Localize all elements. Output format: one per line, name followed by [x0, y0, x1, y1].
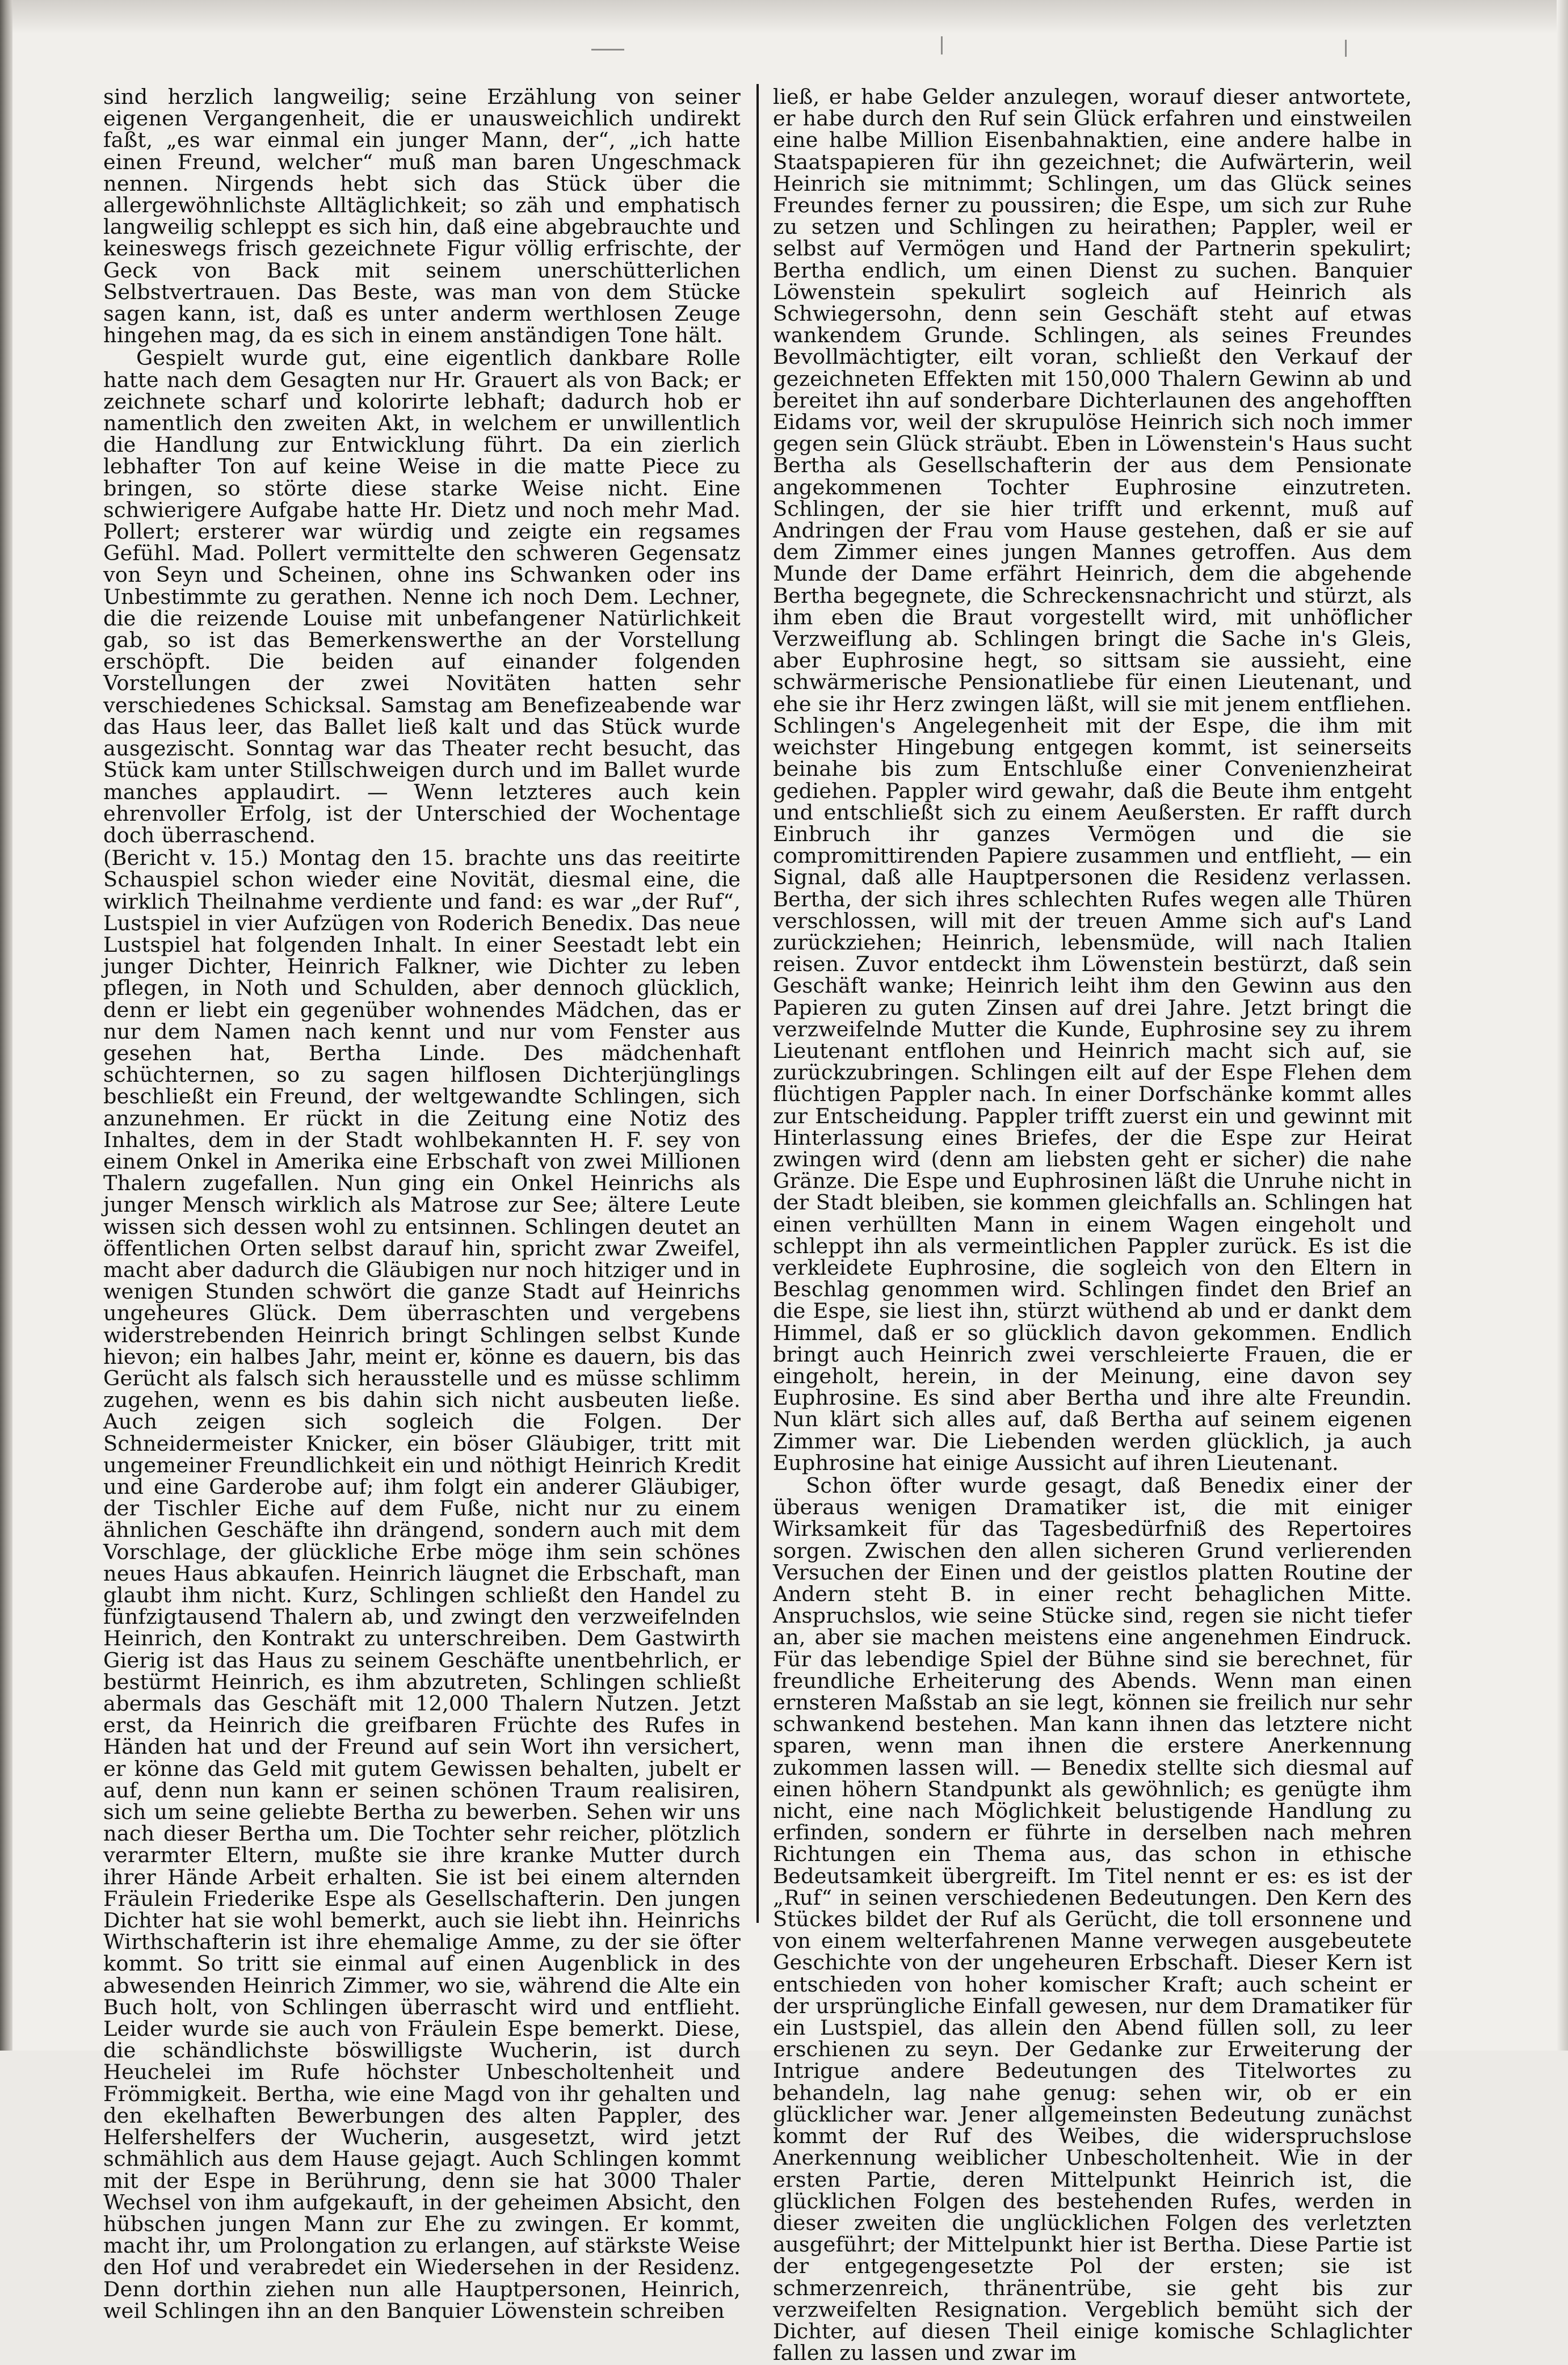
- paragraph: Schon öfter wurde gesagt, daß Benedix einer der überaus wenigen Dramatiker ist, die mit einiger Wirksamkeit für das Tagesbedürfniß des Repertoires sorgen. Zwischen den allen sicheren Grund verlierenden Versuchen der Einen und der geistlos platten Routine der Andern steht B. in einer recht behaglichen Mitte. Anspruchslos, wie seine Stücke sind, regen sie nicht tiefer an, aber sie machen meistens eine angenehmen Eindruck. Für das lebendige Spiel der Bühne sind sie berechnet, für freundliche Erheiterung des Abends. Wenn man einen ernsteren Maßstab an sie legt, können sie freilich nur sehr schwankend bestehen. Man kann ihnen das letztere nicht sparen, wenn man ihnen die erstere Anerkennung zukommen lassen will. — Benedix stellte sich diesmal auf einen höhern Standpunkt als gewöhnlich; es genügte ihm nicht, eine nach Möglichkeit belustigende Handlung zu erfinden, sondern er führte in derselben nach mehren Richtungen ein Thema aus, das schon in ethische Bedeutsamkeit übergreift. Im Titel nennt er es: es ist der „Ruf“ in seinen verschiedenen Bedeutungen. Den Kern des Stückes bildet der Ruf als Gerücht, die toll ersonnene und von einem welterfahrenen Manne verwegen ausgebeutete Geschichte von der ungeheuren Erbschaft. Dieser Kern ist entschieden von hoher komischer Kraft; auch scheint er der ursprüngliche Einfall gewesen, nur dem Dramatiker für ein Lustspiel, das allein den Abend füllen soll, zu leer erschienen zu seyn. Der Gedanke zur Erweiterung der Intrigue andere Bedeutungen des Titelwortes zu behandeln, lag nahe genug: sehen wir, ob er ein glücklicher war. Jener allgemeinsten Bedeutung zunächst kommt der Ruf des Weibes, die widerspruchslose Anerkennung weiblicher Unbescholtenheit. Wie in der ersten Partie, deren Mittelpunkt Heinrich ist, die glücklichen Folgen des bestehenden Rufes, werden in dieser zweiten die unglücklichen Folgen des verletzten ausgeführt; der Mittelpunkt hier ist Bertha. Diese Partie ist der entgegengesetzte Pol der ersten; sie ist schmerzenreich, thränentrübe, sie geht bis zur verzweifelten Resignation. Vergeblich bemüht sich der Dichter, auf diesen Theil einige komische Schlaglichter fallen zu lassen und zwar im: [773, 1473, 1412, 2365]
- page-right-shadow: [1557, 0, 1568, 2051]
- paragraph: ließ, er habe Gelder anzulegen, worauf dieser antwortete, er habe durch den Ruf sein Glück erfahren und einstweilen eine halbe Million Eisenbahnaktien, eine andere halbe in Staatspapieren für ihn gezeichnet; die Aufwärterin, weil Heinrich sie mitnimmt; Schlingen, um das Glück seines Freundes ferner zu poussiren; die Espe, um sich zur Ruhe zu setzen und Schlingen zu heirathen; Pappler, weil er selbst auf Vermögen und Hand der Partnerin spekulirt; Bertha endlich, um einen Dienst zu suchen. Banquier Löwenstein spekulirt sogleich auf Heinrich als Schwiegersohn, denn sein Geschäft steht auf etwas wankendem Grunde. Schlingen, als seines Freundes Bevollmächtigter, eilt voran, schließt den Verkauf der gezeichneten Effekten mit 150,000 Thalern Gewinn ab und bereitet ihn auf sonderbare Dichterlaunen des angehofften Eidams vor, weil der skrupulöse Heinrich sich noch immer gegen sein Glück sträubt. Eben in Löwenstein's Haus sucht Bertha als Gesellschafterin der aus dem Pensionate angekommenen Tochter Euphrosine einzutreten. Schlingen, der sie hier trifft und erkennt, muß auf Andringen der Frau vom Hause gestehen, daß er sie auf dem Zimmer eines jungen Mannes getroffen. Aus dem Munde der Dame erfährt Heinrich, dem die abgehende Bertha begegnete, die Schreckensnachricht und stürzt, als ihm eben die Braut vorgestellt wird, mit unhöflicher Verzweiflung ab. Schlingen bringt die Sache in's Gleis, aber Euphrosine hegt, so sittsam sie aussieht, eine schwärmerische Pensionatliebe für einen Lieutenant, und ehe sie ihr Herz zwingen läßt, will sie mit jenem entfliehen. Schlingen's Angelegenheit mit der Espe, die ihm mit weichster Hingebung entgegen kommt, ist seinerseits beinahe bis zum Entschluße einer Convenienzheirat gediehen. Pappler wird gewahr, daß die Beute ihm entgeht und entschließt sich zu einem Aeußersten. Er rafft durch Einbruch ihr ganzes Vermögen und die sie compromittirenden Papiere zusammen und entflieht, — ein Signal, daß alle Hauptpersonen die Residenz verlassen. Bertha, der sich ihres schlechten Rufes wegen alle Thüren verschlossen, will mit der treuen Amme sich auf's Land zurückziehen; Heinrich, lebensmüde, will nach Italien reisen. Zuvor entdeckt ihm Löwenstein bestürzt, daß sein Geschäft wanke; Heinrich leiht ihm den Gewinn aus den Papieren zu guten Zinsen auf drei Jahre. Jetzt bringt die verzweifelnde Mutter die Kunde, Euphrosine sey zu ihrem Lieutenant entflohen und Heinrich macht sich auf, sie zurückzubringen. Schlingen eilt auf der Espe Flehen dem flüchtigen Pappler nach. In einer Dorfschänke kommt alles zur Entscheidung. Pappler trifft zuerst ein und gewinnt mit Hinterlassung eines Briefes, der die Espe zur Heirat zwingen wird (denn am liebsten geht er sicher) die nahe Gränze. Die Espe und Euphrosinen läßt die Unruhe nicht in der Stadt bleiben, sie kommen gleichfalls an. Schlingen hat einen verhüllten Mann in einem Wagen eingeholt und schleppt ihn als vermeintlichen Pappler zurück. Es ist die verkleidete Euphrosine, die sogleich von den Eltern in Beschlag genommen wird. Schlingen findet den Brief an die Espe, sie liest ihn, stürzt wüthend ab und er dankt dem Himmel, daß er so glücklich davon gekommen. Endlich bringt auch Heinrich zwei verschleierte Frauen, die er eingeholt, herein, in der Meinung, eine davon sey Euphrosine. Es sind aber Bertha und ihre alte Freundin. Nun klärt sich alles auf, daß Bertha auf seinem eigenen Zimmer war. Die Liebenden werden glücklich, ja auch Euphrosine hat einige Aussicht auf ihren Lieutenant.: [773, 85, 1412, 1475]
- page-binding-edge: [0, 0, 12, 2051]
- print-mark: [591, 49, 624, 51]
- right-text-column: [773, 85, 1412, 2365]
- paragraph: (Bericht v. 15.) Montag den 15. brachte uns das reeitirte Schauspiel schon wieder eine Novität, diesmal eine, die wirklich Theilnahme verdiente und fand: es war „der Ruf“, Lustspiel in vier Aufzügen von Roderich Benedix. Das neue Lustspiel hat folgenden Inhalt. In einer Seestadt lebt ein junger Dichter, Heinrich Falkner, wie Dichter zu leben pflegen, in Noth und Schulden, aber dennoch glücklich, denn er liebt ein gegenüber wohnendes Mädchen, das er nur dem Namen nach kennt und nur vom Fenster aus gesehen hat, Bertha Linde. Des mädchenhaft schüchternen, so zu sagen hilflosen Dichterjünglings beschließt ein Freund, der weltgewandte Schlingen, sich anzunehmen. Er rückt in die Zeitung eine Notiz des Inhaltes, dem in der Stadt wohlbekannten H. F. sey von einem Onkel in Amerika eine Erbschaft von zwei Millionen Thalern zugefallen. Nun ging ein Onkel Heinrichs als junger Mensch wirklich als Matrose zur See; ältere Leute wissen sich dessen wohl zu entsinnen. Schlingen deutet an öffentlichen Orten selbst darauf hin, spricht zwar Zweifel, macht aber dadurch die Gläubigen nur noch hitziger und in wenigen Stunden schwört die ganze Stadt auf Heinrichs ungeheures Glück. Dem überraschten und vergebens widerstrebenden Heinrich bringt Schlingen selbst Kunde hievon; ein halbes Jahr, meint er, könne es dauern, bis das Gerücht als falsch sich herausstelle und es müsse schlimm zugehen, wenn es bis dahin sich nicht ausbeuten ließe. Auch zeigen sich sogleich die Folgen. Der Schneidermeister Knicker, ein böser Gläubiger, tritt mit ungemeiner Freundlichkeit ein und nöthigt Heinrich Kredit und eine Garderobe auf; ihm folgt ein anderer Gläubiger, der Tischler Eiche auf dem Fuße, nicht nur zu einem ähnlichen Geschäfte ihn drängend, sondern auch mit dem Vorschlage, der glückliche Erbe möge ihm sein schönes neues Haus abkaufen. Heinrich läugnet die Erbschaft, man glaubt ihm nicht. Kurz, Schlingen schließt den Handel zu fünfzigtausend Thalern ab, und zwingt den verzweifelnden Heinrich, den Kontrakt zu unterschreiben. Dem Gastwirth Gierig ist das Haus zu seinem Geschäfte unentbehrlich, er bestürmt Heinrich, es ihm abzutreten, Schlingen schließt abermals das Geschäft mit 12,000 Thalern Nutzen. Jetzt erst, da Heinrich die greifbaren Früchte des Rufes in Händen hat und der Freund auf sein Wort ihn versichert, er könne das Geld mit gutem Gewissen behalten, jubelt er auf, denn nun kann er seinen schönen Traum realisiren, sich um seine geliebte Bertha zu bewerben. Sehen wir uns nach dieser Bertha um. Die Tochter sehr reicher, plötzlich verarmter Eltern, mußte sie ihre kranke Mutter durch ihrer Hände Arbeit erhalten. Sie ist bei einem alternden Fräulein Friederike Espe als Gesellschafterin. Den jungen Dichter hat sie wohl bemerkt, auch sie liebt ihn. Heinrichs Wirthschafterin ist ihre ehemalige Amme, zu der sie öfter kommt. So tritt sie einmal auf einen Augenblick in des abwesenden Heinrich Zimmer, wo sie, während die Alte ein Buch holt, von Schlingen überrascht wird und entflieht. Leider wurde sie auch von Fräulein Espe bemerkt. Diese, die schändlichste böswilligste Wucherin, ist durch Heuchelei im Rufe höchster Unbescholtenheit und Frömmigkeit. Bertha, wie eine Magd von ihr gehalten und den ekelhaften Bewerbungen des alten Pappler, des Helfershelfers der Wucherin, ausgesetzt, wird jetzt schmählich aus dem Hause gejagt. Auch Schlingen kommt mit der Espe in Berührung, denn sie hat 3000 Thaler Wechsel von ihm aufgekauft, in der geheimen Absicht, den hübschen jungen Mann zur Ehe zu zwingen. Er kommt, macht ihr, um Prolongation zu erlangen, auf stärkste Weise den Hof und verabredet ein Wiedersehen in der Residenz. Denn dorthin ziehen nun alle Hauptpersonen, Heinrich, weil Schlingen ihn an den Banquier Löwenstein schreiben: [103, 846, 741, 2323]
- column-divider: [756, 84, 759, 1923]
- print-mark: [941, 36, 943, 54]
- left-text-column: [103, 85, 741, 2323]
- print-mark: [1345, 40, 1347, 57]
- paragraph: Gespielt wurde gut, eine eigentlich dankbare Rolle hatte nach dem Gesagten nur Hr. Grauert als von Back; er zeichnete scharf und kolorirte lebhaft; dadurch hob er namentlich den zweiten Akt, in welchem er unwillentlich die Handlung zur Entwicklung führt. Da ein zierlich lebhafter Ton auf keine Weise in die matte Piece zu bringen, so störte diese starke Weise nicht. Eine schwierigere Aufgabe hatte Hr. Dietz und noch mehr Mad. Pollert; ersterer war würdig und zeigte ein regsames Gefühl. Mad. Pollert vermittelte den schweren Gegensatz von Seyn und Scheinen, ohne ins Schwanken oder ins Unbestimmte zu gerathen. Nenne ich noch Dem. Lechner, die die reizende Louise mit unbefangener Natürlichkeit gab, so ist das Bemerkenswerthe an der Vorstellung erschöpft. Die beiden auf einander folgenden Vorstellungen der zwei Novitäten hatten sehr verschiedenes Schicksal. Samstag am Benefizeabende war das Haus leer, das Ballet ließ kalt und das Stück wurde ausgezischt. Sonntag war das Theater recht besucht, das Stück kam unter Stillschweigen durch und im Ballet wurde manches applaudirt. — Wenn letzteres auch kein ehrenvoller Erfolg, ist der Unterschied der Wochentage doch überraschend.: [103, 346, 741, 847]
- paragraph: sind herzlich langweilig; seine Erzählung von seiner eigenen Vergangenheit, die er unausweichlich undirekt faßt, „es war einmal ein junger Mann, der“, „ich hatte einen Freund, welcher“ muß man baren Ungeschmack nennen. Nirgends hebt sich das Stück über die allergewöhnlichste Alltäglichkeit; so zäh und emphatisch langweilig schleppt es sich hin, daß eine abgebrauchte und keineswegs frisch gezeichnete Figur völlig erfrischte, der Geck von Back mit seinem unerschütterlichen Selbstvertrauen. Das Beste, was man von dem Stücke sagen kann, ist, daß es unter anderm werthlosen Zeuge hingehen mag, da es sich in einem anständigen Tone hält.: [103, 85, 741, 348]
- page-top-shadow: [12, 0, 1568, 34]
